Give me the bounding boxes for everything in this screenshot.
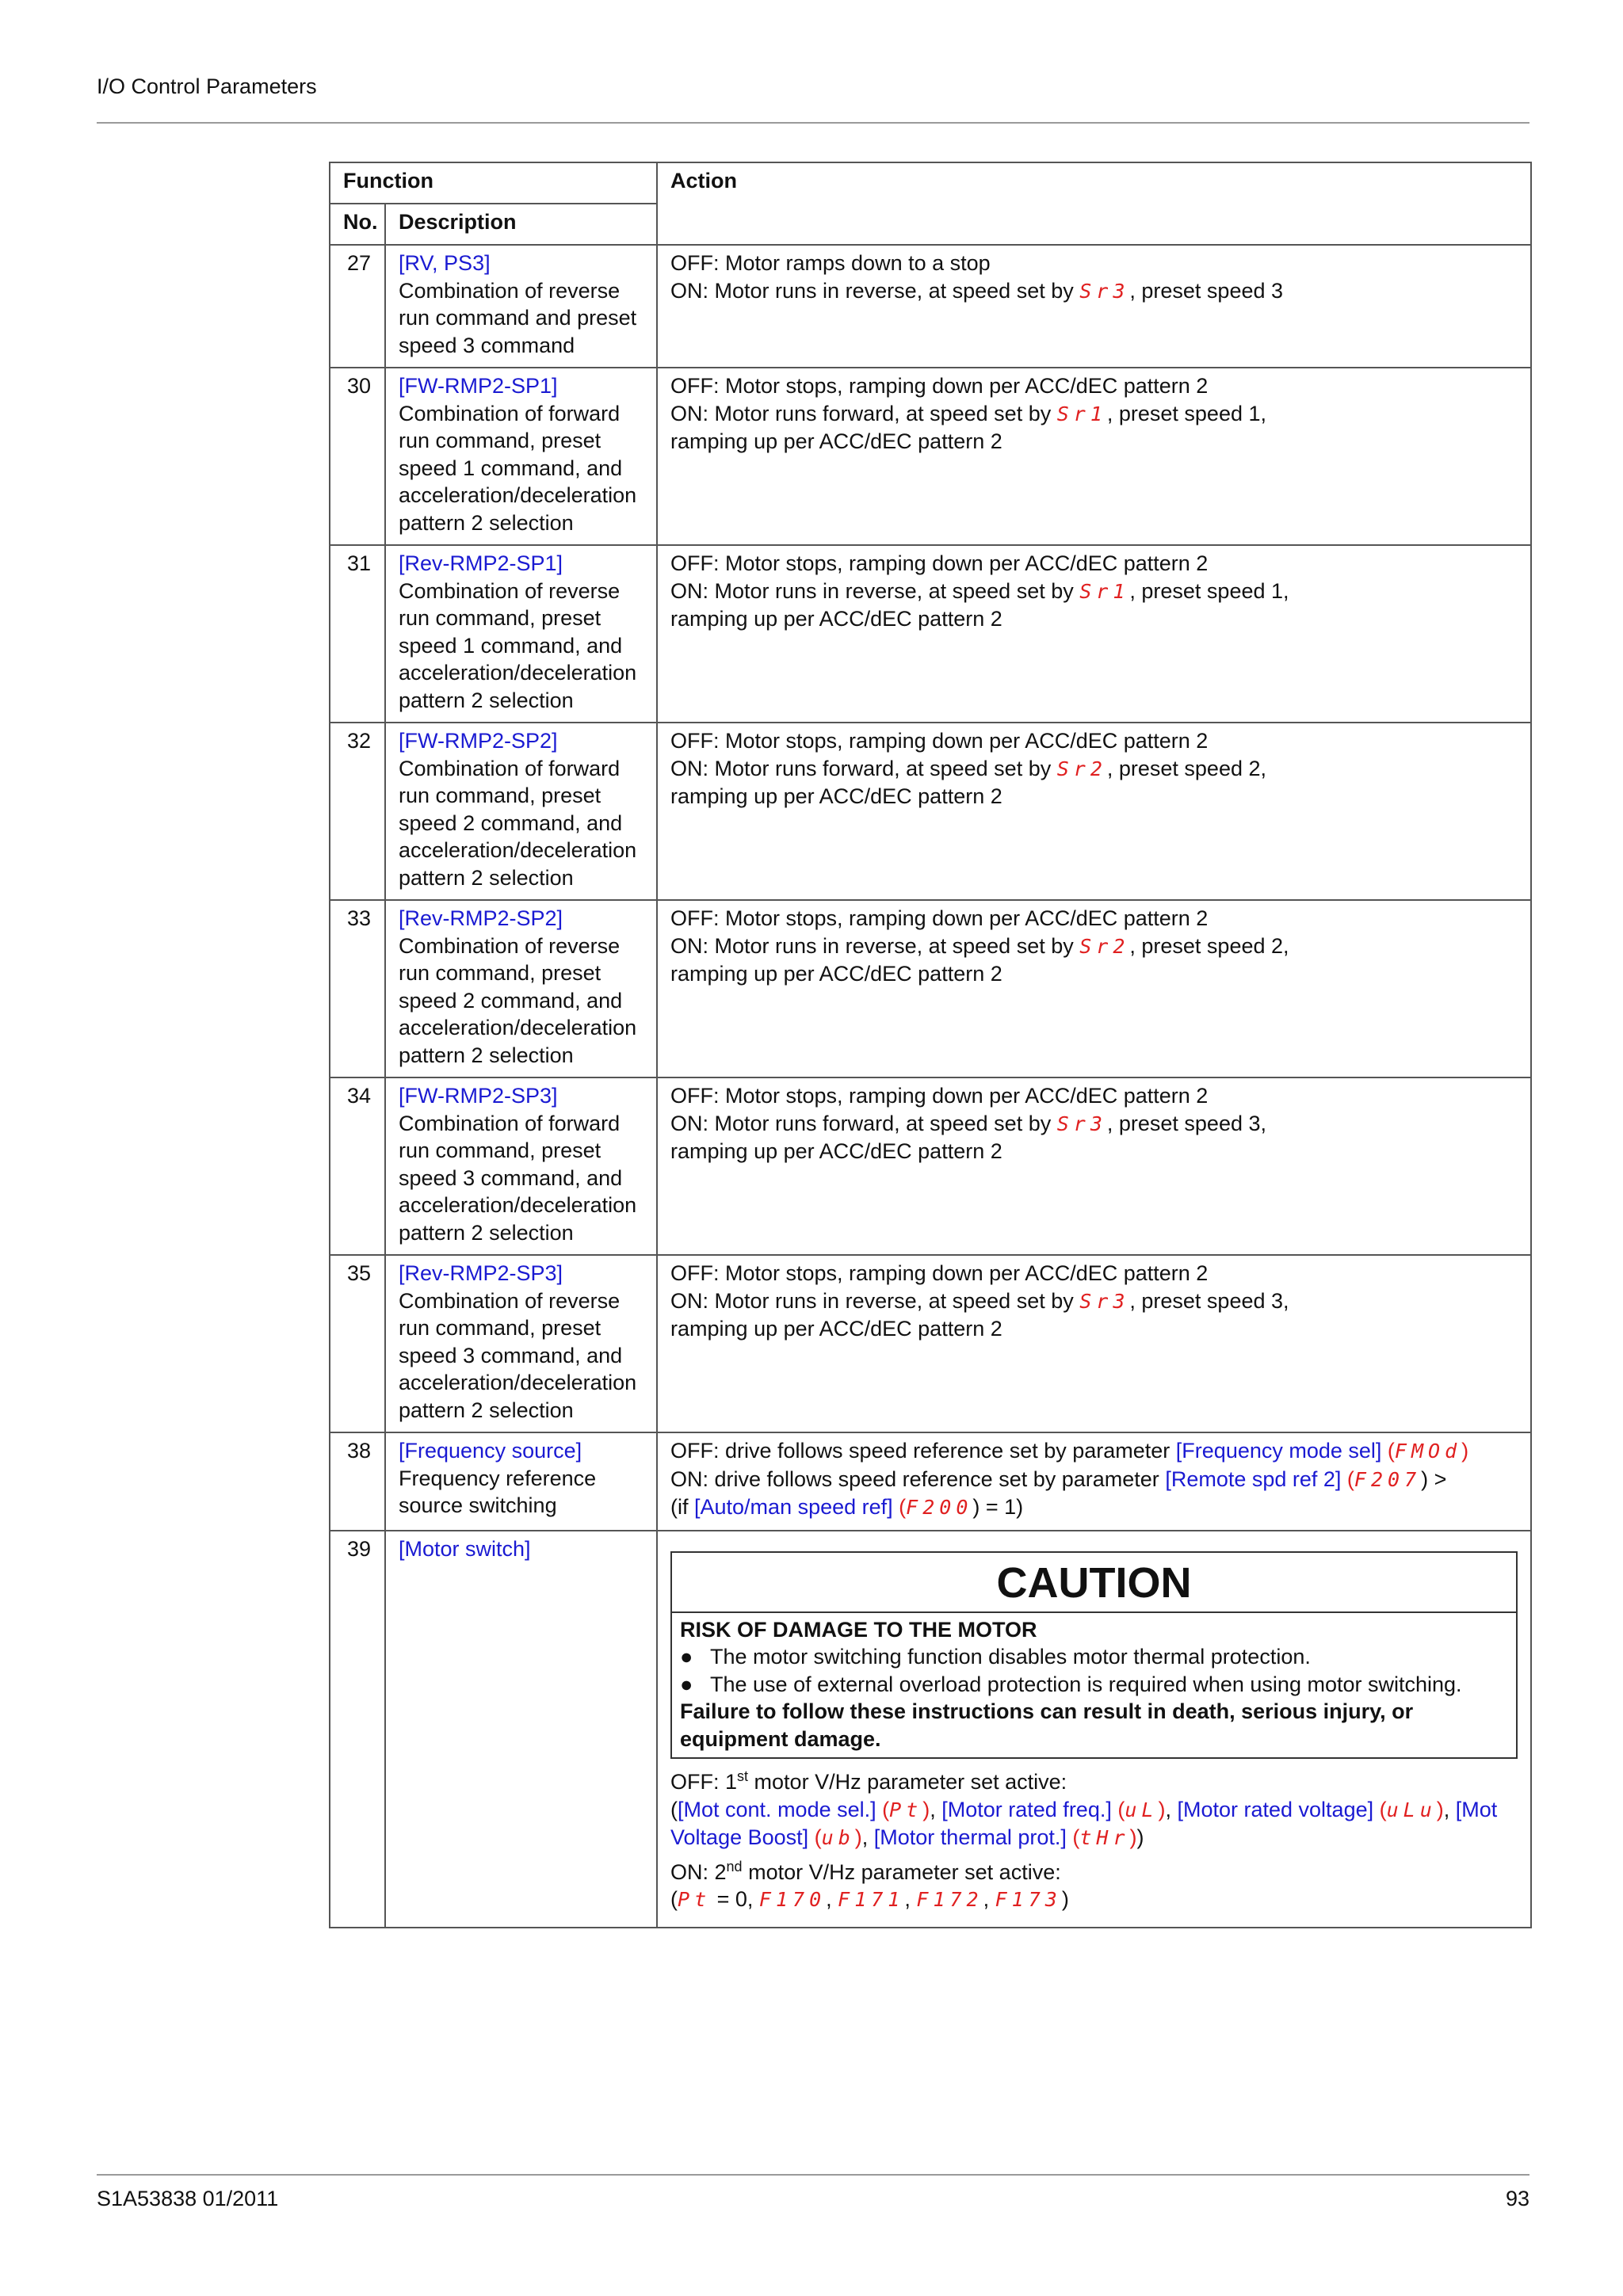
function-description: Combination of reverse run command, preset speed 2 command, and acceleration/deceleration pattern 2 selection bbox=[399, 933, 637, 1067]
param-code: FMOd bbox=[1394, 1440, 1462, 1463]
param-code: Pt bbox=[889, 1798, 923, 1821]
function-name-link[interactable]: [Rev-RMP2-SP1] bbox=[399, 551, 563, 575]
param-link-frequency-mode-sel[interactable]: [Frequency mode sel] bbox=[1175, 1439, 1382, 1463]
bullet-icon: ● bbox=[680, 1645, 693, 1669]
action-on-text: ON: Motor runs forward, at speed set by Sr3, preset speed 3, bbox=[670, 1111, 1267, 1135]
function-description-cell bbox=[385, 245, 657, 368]
function-description: Combination of forward run command, preset speed 1 command, and acceleration/deceleration pattern 2 selection bbox=[399, 401, 637, 535]
function-name-link[interactable]: [FW-RMP2-SP1] bbox=[399, 374, 558, 398]
bullet-icon: ● bbox=[680, 1672, 693, 1696]
function-number: 33 bbox=[330, 900, 385, 1077]
motor-switch-actions bbox=[659, 1768, 1529, 1919]
action-off-text: OFF: Motor stops, ramping down per ACC/dEC pattern 2 bbox=[670, 374, 1209, 398]
function-name-link[interactable]: [Rev-RMP2-SP2] bbox=[399, 906, 563, 930]
param-link-motor-thermal-prot[interactable]: [Motor thermal prot.] bbox=[873, 1825, 1067, 1849]
header-function: Function bbox=[330, 162, 657, 204]
function-description-cell bbox=[385, 1077, 657, 1255]
action-extra-text: ramping up per ACC/dEC pattern 2 bbox=[670, 962, 1002, 986]
function-name-link[interactable]: [Rev-RMP2-SP3] bbox=[399, 1261, 563, 1285]
table-row bbox=[330, 245, 1531, 368]
table-row bbox=[330, 1531, 1531, 1928]
param-code: Sr2 bbox=[1056, 757, 1107, 780]
action-extra-text: ramping up per ACC/dEC pattern 2 bbox=[670, 784, 1002, 808]
action-extra-text: ramping up per ACC/dEC pattern 2 bbox=[670, 1317, 1002, 1341]
caution-title: CAUTION bbox=[672, 1553, 1516, 1613]
function-description: Combination of reverse run command, preset speed 1 command, and acceleration/deceleration pattern 2 selection bbox=[399, 578, 637, 712]
action-condition-text: (if [Auto/man speed ref] (F200) = 1) bbox=[670, 1495, 1024, 1519]
table-row bbox=[330, 368, 1531, 545]
function-number: 30 bbox=[330, 368, 385, 545]
function-number: 35 bbox=[330, 1255, 385, 1432]
function-action-cell bbox=[657, 368, 1531, 545]
table-row bbox=[330, 723, 1531, 900]
action-off-params: ([Mot cont. mode sel.] (Pt), [Motor rated freq.] (uL), [Motor rated voltage] (uLu), [Mot Voltage Boost] (ub), [Motor thermal prot.] (tHr)) bbox=[670, 1797, 1498, 1849]
header-no: No. bbox=[330, 204, 385, 245]
table-row bbox=[330, 1255, 1531, 1432]
table-body bbox=[330, 245, 1531, 1432]
action-off-text: OFF: drive follows speed reference set by parameter [Frequency mode sel] (FMOd) bbox=[670, 1439, 1469, 1463]
function-number: 27 bbox=[330, 245, 385, 368]
action-on-text: ON: Motor runs in reverse, at speed set by Sr1, preset speed 1, bbox=[670, 578, 1289, 603]
action-on-text: ON: 2nd motor V/Hz parameter set active: bbox=[670, 1858, 1061, 1884]
caution-risk: RISK OF DAMAGE TO THE MOTOR bbox=[680, 1617, 1037, 1642]
caution-bullet: ● The motor switching function disables motor thermal protection. bbox=[680, 1643, 1508, 1671]
header-divider bbox=[97, 122, 1529, 124]
function-description: Frequency reference source switching bbox=[399, 1466, 597, 1517]
caution-warning: Failure to follow these instructions can result in death, serious injury, or equipment damage. bbox=[680, 1699, 1414, 1751]
param-link-motor-rated-voltage[interactable]: [Motor rated voltage] bbox=[1177, 1797, 1374, 1821]
function-name-link[interactable]: [FW-RMP2-SP2] bbox=[399, 729, 558, 753]
function-number: 39 bbox=[330, 1531, 385, 1928]
action-on-text: ON: Motor runs in reverse, at speed set by Sr3, preset speed 3 bbox=[670, 278, 1284, 303]
action-on-text: ON: Motor runs forward, at speed set by Sr1, preset speed 1, bbox=[670, 401, 1267, 425]
action-off-text: OFF: Motor stops, ramping down per ACC/dEC pattern 2 bbox=[670, 551, 1209, 575]
caution-bullet: ● The use of external overload protection is required when using motor switching. bbox=[680, 1671, 1508, 1699]
action-on-text: ON: drive follows speed reference set by parameter [Remote spd ref 2] (F207) > bbox=[670, 1466, 1447, 1491]
function-description: Combination of forward run command, preset speed 3 command, and acceleration/deceleration pattern 2 selection bbox=[399, 1111, 637, 1245]
caution-box bbox=[670, 1551, 1518, 1760]
param-code: Pt bbox=[678, 1888, 712, 1911]
function-description: Combination of forward run command, preset speed 2 command, and acceleration/deceleration pattern 2 selection bbox=[399, 756, 637, 890]
function-description-cell bbox=[385, 1255, 657, 1432]
action-extra-text: ramping up per ACC/dEC pattern 2 bbox=[670, 1139, 1002, 1163]
action-on-text: ON: Motor runs in reverse, at speed set by Sr3, preset speed 3, bbox=[670, 1288, 1289, 1313]
header-action: Action bbox=[657, 162, 1531, 245]
io-function-table bbox=[329, 162, 1532, 1928]
action-off-text: OFF: Motor stops, ramping down per ACC/dEC pattern 2 bbox=[670, 729, 1209, 753]
function-action-cell bbox=[657, 723, 1531, 900]
param-code: Sr1 bbox=[1079, 579, 1130, 603]
header-description: Description bbox=[385, 204, 657, 245]
function-number: 31 bbox=[330, 545, 385, 723]
param-code: uLu bbox=[1386, 1798, 1437, 1821]
function-action-cell bbox=[657, 1432, 1531, 1531]
param-code: Sr1 bbox=[1056, 402, 1107, 425]
param-code: Sr3 bbox=[1056, 1112, 1107, 1135]
action-extra-text: ramping up per ACC/dEC pattern 2 bbox=[670, 429, 1002, 453]
action-off-text: OFF: Motor stops, ramping down per ACC/dEC pattern 2 bbox=[670, 1261, 1209, 1285]
param-code: F200 bbox=[906, 1496, 973, 1519]
table-row bbox=[330, 545, 1531, 723]
table-body-tail bbox=[330, 1432, 1531, 1928]
function-description-cell bbox=[385, 545, 657, 723]
function-description-cell bbox=[385, 900, 657, 1077]
function-number: 34 bbox=[330, 1077, 385, 1255]
function-name-link[interactable]: [Motor switch] bbox=[399, 1536, 531, 1561]
table-row bbox=[330, 900, 1531, 1077]
function-action-cell bbox=[657, 245, 1531, 368]
function-name-link[interactable]: [RV, PS3] bbox=[399, 251, 491, 275]
action-off-text: OFF: Motor stops, ramping down per ACC/dEC pattern 2 bbox=[670, 906, 1209, 930]
function-number: 32 bbox=[330, 723, 385, 900]
param-code: ub bbox=[821, 1826, 855, 1849]
footer-doc-id: S1A53838 01/2011 bbox=[97, 2187, 279, 2210]
function-number: 38 bbox=[330, 1432, 385, 1531]
action-on-text: ON: Motor runs in reverse, at speed set by Sr2, preset speed 2, bbox=[670, 933, 1289, 958]
function-action-cell bbox=[657, 1077, 1531, 1255]
function-name-link[interactable]: [Frequency source] bbox=[399, 1439, 582, 1463]
function-action-cell bbox=[657, 900, 1531, 1077]
page-header-title: I/O Control Parameters bbox=[97, 74, 317, 98]
action-on-text: ON: Motor runs forward, at speed set by Sr2, preset speed 2, bbox=[670, 756, 1267, 780]
param-link-remote-spd-ref-2[interactable]: [Remote spd ref 2] bbox=[1165, 1466, 1342, 1491]
function-description: Combination of reverse run command and preset speed 3 command bbox=[399, 278, 637, 357]
footer-divider bbox=[97, 2174, 1529, 2176]
param-code: Sr2 bbox=[1079, 934, 1130, 958]
param-link-auto-man-speed-ref[interactable]: [Auto/man speed ref] bbox=[694, 1495, 893, 1519]
function-action-cell bbox=[657, 1255, 1531, 1432]
param-code: F207 bbox=[1354, 1467, 1422, 1491]
function-description-cell bbox=[385, 723, 657, 900]
function-action-cell bbox=[657, 1531, 1531, 1928]
param-code: F171 bbox=[838, 1888, 905, 1911]
function-description-cell bbox=[385, 1531, 657, 1928]
function-description: Combination of reverse run command, preset speed 3 command, and acceleration/deceleration pattern 2 selection bbox=[399, 1288, 637, 1422]
function-name-link[interactable]: [FW-RMP2-SP3] bbox=[399, 1084, 558, 1108]
param-code: F170 bbox=[758, 1888, 827, 1911]
param-code: uL bbox=[1125, 1798, 1159, 1821]
table-row bbox=[330, 1077, 1531, 1255]
function-description-cell bbox=[385, 1432, 657, 1531]
param-code: F172 bbox=[916, 1888, 983, 1911]
param-link-mot-cont-mode-sel[interactable]: [Mot cont. mode sel.] bbox=[678, 1797, 876, 1821]
param-link-mot-voltage-boost[interactable]: [Mot Voltage Boost] bbox=[670, 1797, 1498, 1849]
action-off-text: OFF: Motor ramps down to a stop bbox=[670, 251, 991, 275]
param-code: Sr3 bbox=[1079, 279, 1130, 303]
param-code: Sr3 bbox=[1079, 1289, 1130, 1313]
action-off-text: OFF: 1st motor V/Hz parameter set active: bbox=[670, 1768, 1067, 1794]
table-row bbox=[330, 1432, 1531, 1531]
action-off-text: OFF: Motor stops, ramping down per ACC/dEC pattern 2 bbox=[670, 1084, 1209, 1108]
action-on-params: (Pt = 0, F170, F171, F172, F173) bbox=[670, 1887, 1069, 1911]
action-extra-text: ramping up per ACC/dEC pattern 2 bbox=[670, 607, 1002, 631]
param-code: tHr bbox=[1079, 1826, 1130, 1849]
function-description-cell bbox=[385, 368, 657, 545]
caution-body bbox=[672, 1613, 1516, 1758]
param-code: F173 bbox=[995, 1888, 1062, 1911]
function-action-cell bbox=[657, 545, 1531, 723]
footer-page-number: 93 bbox=[1505, 2187, 1529, 2210]
param-link-motor-rated-freq[interactable]: [Motor rated freq.] bbox=[941, 1797, 1112, 1821]
